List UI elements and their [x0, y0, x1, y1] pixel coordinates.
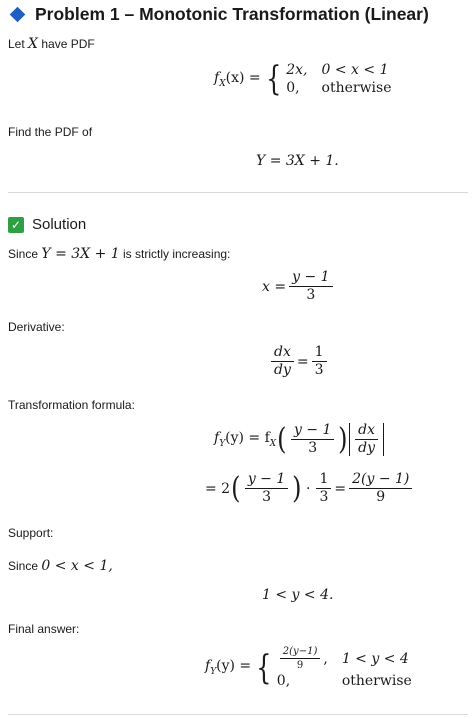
deriv-eq: =: [296, 353, 309, 370]
since-lead: Since: [8, 247, 39, 261]
since-expr: Y = 3X + 1: [41, 246, 120, 262]
solution-heading: [8, 216, 86, 233]
intro-text: Let: [8, 37, 25, 51]
f2-num: y − 1: [245, 472, 288, 489]
deriv-rfraction: [312, 345, 327, 378]
final-case1-condition: 1 < y < 4: [341, 650, 409, 667]
final-cases: [277, 646, 412, 689]
since2-lead: Since: [8, 559, 39, 573]
final-case2-value: 0,: [276, 673, 291, 689]
diamond-icon: [10, 7, 26, 23]
support-expr: 1 < y < 4.: [262, 587, 334, 603]
inverse-lhs: x =: [262, 278, 287, 295]
deriv-fraction: [271, 345, 294, 378]
final-lhs: f: [205, 658, 211, 675]
deriv-num: dx: [271, 345, 294, 362]
final-case1-num: 2(y−1): [280, 646, 321, 659]
f2-oden: 3: [319, 489, 329, 505]
f2-dot: ·: [305, 480, 311, 497]
f1-lhs-sub: Y: [219, 438, 226, 449]
f2-rnum: 2(y − 1): [349, 472, 412, 489]
final-lhs-sub: Y: [210, 666, 217, 677]
final-case1-comma: ,: [323, 650, 328, 667]
intro-var: X: [28, 36, 38, 52]
final-label: Final answer:: [8, 622, 80, 636]
pdf-lhs-arg: (x) =: [225, 69, 261, 86]
f1-lhs-arg: (y) = f: [225, 430, 270, 447]
since-line: [8, 246, 230, 262]
case2-value: 0,: [286, 80, 300, 96]
pdf-lhs-sub: X: [219, 78, 226, 89]
f1-dfraction: [355, 423, 378, 456]
f2-lead: = 2: [205, 480, 231, 497]
inverse-fraction: [289, 270, 332, 303]
divider: [8, 714, 468, 715]
inverse-num: y − 1: [289, 270, 332, 287]
f2-rfraction: [349, 472, 412, 505]
divider: [8, 192, 468, 193]
pdf-equation: [214, 59, 392, 99]
left-paren-icon: (: [277, 421, 287, 457]
final-case1-den: 9: [296, 660, 304, 671]
final-lhs-arg: (y) =: [216, 658, 252, 675]
case1-condition: 0 < x < 1: [321, 62, 389, 78]
problem-title: [8, 4, 429, 25]
problem-title-text: Problem 1 – Monotonic Transformation (Linear): [35, 4, 429, 24]
formula-line-1: [214, 423, 384, 456]
f2-fraction: [245, 472, 288, 505]
pdf-lhs: f: [214, 69, 220, 86]
final-equation: [205, 646, 412, 689]
left-brace-icon: {: [265, 59, 282, 99]
f2-eq: =: [334, 480, 347, 497]
left-brace-icon: {: [256, 647, 272, 688]
final-case2-condition: otherwise: [341, 673, 412, 689]
f1-dden: dy: [358, 440, 375, 456]
f1-den: 3: [308, 440, 318, 456]
derivative-equation: [268, 345, 330, 378]
right-paren-icon: ): [338, 421, 348, 457]
transform-equation: Y = 3X + 1.: [256, 153, 339, 169]
deriv-den: dy: [274, 362, 291, 378]
f1-num: y − 1: [291, 423, 334, 440]
solution-heading-text: Solution: [32, 216, 87, 233]
derivative-label: Derivative:: [8, 320, 65, 334]
find-text: Find the PDF of: [8, 125, 93, 139]
f1-dnum: dx: [355, 423, 378, 440]
f1-fraction: [291, 423, 334, 456]
abs-value: [349, 423, 384, 456]
intro-line: [8, 36, 95, 52]
since2-line: [8, 558, 113, 574]
formula-label: Transformation formula:: [8, 398, 135, 412]
f2-ofraction: [316, 472, 331, 505]
f1-sub2: X: [269, 438, 277, 449]
f2-onum: 1: [316, 472, 331, 489]
pdf-cases: [286, 62, 391, 96]
formula-line-2: [205, 472, 415, 505]
right-paren-icon: ): [292, 470, 302, 506]
f2-den: 3: [262, 489, 271, 505]
f1-lhs: f: [214, 430, 220, 447]
left-paren-icon: (: [231, 470, 241, 506]
final-case1-fraction: [280, 646, 321, 671]
inverse-equation: [262, 270, 336, 303]
inverse-den: 3: [306, 287, 316, 303]
checkmark-icon: ✓: [8, 217, 24, 233]
f2-rden: 9: [376, 489, 386, 505]
deriv-rden: 3: [314, 362, 324, 378]
intro-tail: have PDF: [41, 37, 95, 51]
deriv-rnum: 1: [312, 345, 327, 362]
case2-condition: otherwise: [321, 80, 392, 96]
case1-value: 2x,: [286, 62, 308, 78]
since-tail: is strictly increasing:: [123, 247, 231, 261]
final-case1-value: [277, 646, 328, 671]
since2-expr: 0 < x < 1,: [41, 558, 113, 574]
support-label: Support:: [8, 526, 54, 540]
